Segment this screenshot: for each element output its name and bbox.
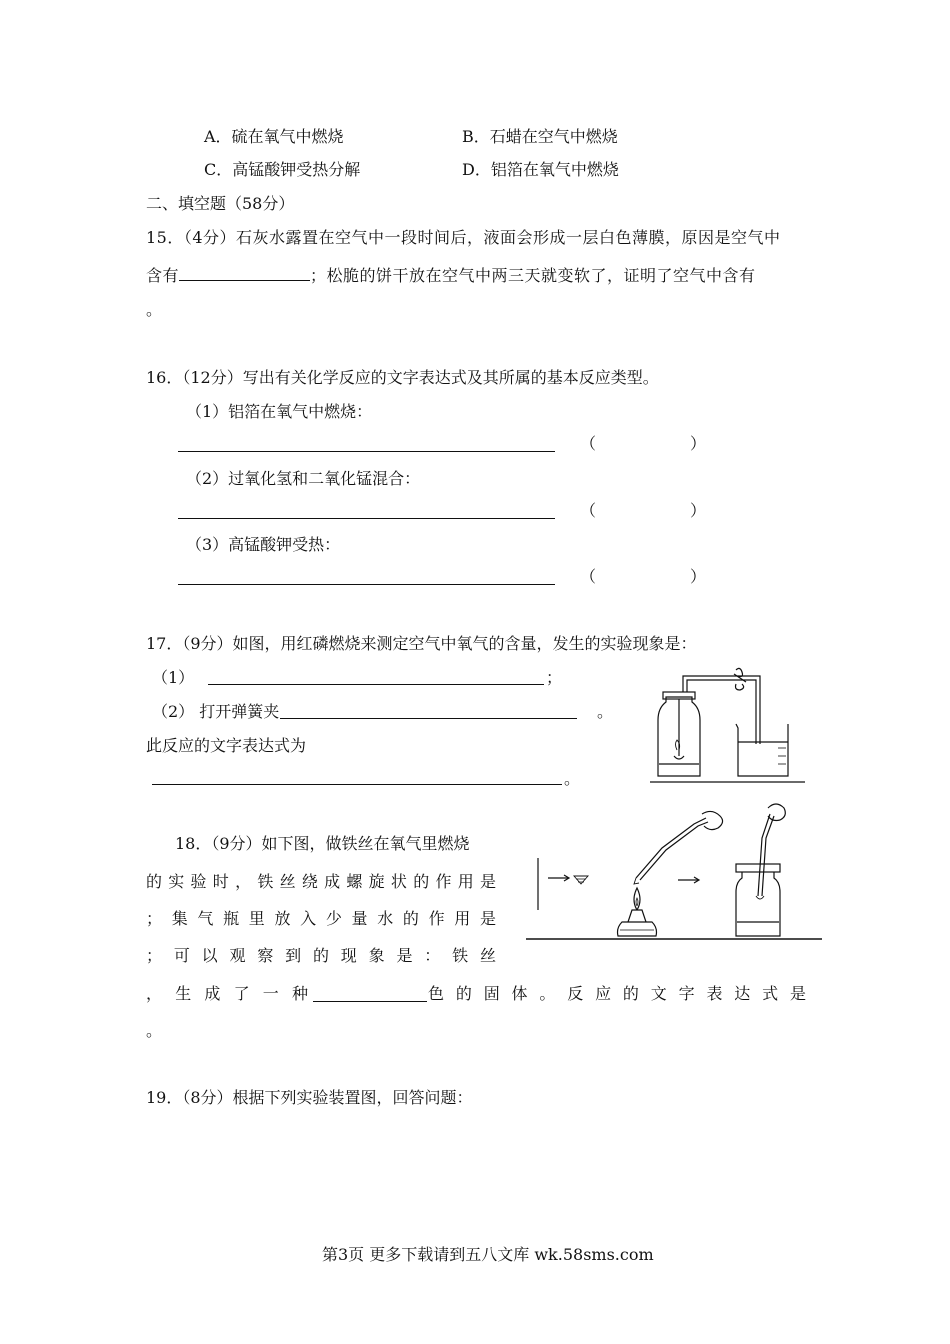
- q18-char: 的: [455, 984, 472, 1003]
- q18-char: 实: [168, 872, 185, 891]
- q18-char: 可: [173, 946, 190, 965]
- option-c: C．高锰酸钾受热分解: [204, 160, 361, 179]
- q18-char: 达: [734, 984, 751, 1003]
- section-title: 二、填空题（58分）: [146, 194, 295, 213]
- q18-char: 水: [377, 909, 394, 928]
- q18-char: 瓶: [223, 909, 240, 928]
- option-d: D．铝箔在氧气中燃烧: [462, 160, 619, 179]
- q18-char: 以: [201, 946, 218, 965]
- q18-char: 是: [479, 872, 496, 891]
- iron-wire-combustion-figure: [526, 798, 824, 944]
- q18-char: 是: [789, 984, 806, 1003]
- q15-line2: [146, 266, 756, 284]
- q18-line5-post: [428, 986, 806, 1002]
- q17-item2-end: 。: [597, 702, 614, 721]
- q18-char: 旋: [368, 872, 385, 891]
- q18-char: 是: [396, 946, 413, 965]
- q18-char: 量: [351, 909, 368, 928]
- q18-char: 象: [368, 946, 385, 965]
- q18-char: 里: [248, 909, 265, 928]
- q18-char: 状: [390, 872, 407, 891]
- q18-char: 少: [325, 909, 342, 928]
- q16-item2-label: （2）过氧化氢和二氧化锰混合：: [186, 469, 421, 488]
- q18-char: 体: [511, 984, 528, 1003]
- q17-title: 17．（9分）如图，用红磷燃烧来测定空气中氧气的含量，发生的实验现象是：: [146, 634, 697, 653]
- q17-item1-blank[interactable]: [208, 684, 544, 685]
- q17-item2-label: （2） 打开弹簧夹: [152, 702, 280, 721]
- q18-char: 是: [479, 909, 496, 928]
- q18-char: 字: [678, 984, 695, 1003]
- q18-char: 生: [175, 984, 192, 1003]
- q19-title: 19．（8分）根据下列实验装置图，回答问题：: [146, 1088, 473, 1107]
- page-footer: 第3页 更多下载请到五八文库 wk.58sms.com: [322, 1245, 654, 1264]
- q15-line3: 。: [146, 300, 163, 319]
- q18-char: 绕: [301, 872, 318, 891]
- q18-char: 螺: [346, 872, 363, 891]
- q18-char: 。: [539, 984, 556, 1003]
- q18-char: 现: [340, 946, 357, 965]
- q17-expr-blank[interactable]: [152, 784, 562, 785]
- q18-char: 的: [413, 872, 430, 891]
- q18-char: 用: [457, 872, 474, 891]
- q18-line4: [146, 948, 496, 964]
- q15-blank-1[interactable]: [179, 266, 310, 281]
- q18-char: ，: [235, 872, 252, 891]
- q18-line6: 。: [146, 1021, 163, 1040]
- q16-item2-open: （: [580, 501, 597, 520]
- q18-line3: [146, 911, 496, 927]
- q18-char: 种: [291, 984, 308, 1003]
- q18-char: 放: [274, 909, 291, 928]
- q18-char: 的: [402, 909, 419, 928]
- q18-char: 丝: [479, 946, 496, 965]
- q18-char: 的: [622, 984, 639, 1003]
- q17-expr-label: 此反应的文字表达式为: [146, 736, 307, 755]
- q18-char: 到: [285, 946, 302, 965]
- q17-item1-label: （1）: [152, 668, 195, 687]
- q16-item1-close: ）: [690, 434, 707, 453]
- q18-char: 的: [312, 946, 329, 965]
- q16-item3-blank[interactable]: [178, 584, 555, 585]
- q18-char: 的: [146, 872, 163, 891]
- q18-char: 固: [483, 984, 500, 1003]
- option-b: B．石蜡在空气中燃烧: [462, 127, 618, 146]
- q17-item1-end: ；: [546, 668, 563, 687]
- q18-char: 式: [762, 984, 779, 1003]
- q18-char: 丝: [279, 872, 296, 891]
- q18-char: ；: [146, 946, 163, 965]
- q18-char: 察: [257, 946, 274, 965]
- q18-char: 铁: [257, 872, 274, 891]
- q18-color-blank[interactable]: [313, 1001, 427, 1002]
- q18-char: ：: [424, 946, 441, 965]
- q18-char: 用: [454, 909, 471, 928]
- q18-char: 色: [428, 984, 445, 1003]
- q16-item3-label: （3）高锰酸钾受热：: [186, 535, 341, 554]
- q15-line2-pre: 含有: [146, 266, 180, 285]
- q18-char: 集: [171, 909, 188, 928]
- q18-char: ，: [146, 984, 163, 1003]
- q15-line1: 15．（4分）石灰水露置在空气中一段时间后，液面会形成一层白色薄膜，原因是空气中: [146, 228, 781, 247]
- q18-char: 表: [706, 984, 723, 1003]
- q16-item2-close: ）: [690, 501, 707, 520]
- q18-char: 了: [233, 984, 250, 1003]
- q18-line5-pre: [146, 986, 308, 1002]
- q16-item3-open: （: [580, 567, 597, 586]
- q18-char: ；: [146, 909, 163, 928]
- q18-char: 观: [229, 946, 246, 965]
- q18-char: 气: [197, 909, 214, 928]
- q16-item2-blank[interactable]: [178, 518, 555, 519]
- q18-char: 入: [300, 909, 317, 928]
- q16-item3-close: ）: [690, 567, 707, 586]
- q16-item1-label: （1）铝箔在氧气中燃烧：: [186, 402, 373, 421]
- q18-char: 一: [262, 984, 279, 1003]
- q18-char: 成: [324, 872, 341, 891]
- q18-char: 文: [650, 984, 667, 1003]
- q18-char: 时: [212, 872, 229, 891]
- q18-char: 铁: [452, 946, 469, 965]
- q18-char: 成: [204, 984, 221, 1003]
- q18-char: 作: [428, 909, 445, 928]
- red-phosphorus-apparatus-figure: [650, 664, 810, 784]
- q18-char: 应: [595, 984, 612, 1003]
- q15-line2-post: ；松脆的饼干放在空气中两三天就变软了，证明了空气中含有: [310, 266, 756, 285]
- q17-item2-blank[interactable]: [280, 718, 577, 719]
- q18-char: 反: [567, 984, 584, 1003]
- q16-item1-blank[interactable]: [178, 451, 555, 452]
- q16-title: 16．（12分）写出有关化学反应的文字表达式及其所属的基本反应类型。: [146, 368, 659, 387]
- q18-char: 验: [190, 872, 207, 891]
- q18-line2: [146, 874, 496, 890]
- q18-line1: 18．（9分）如下图，做铁丝在氧气里燃烧: [175, 834, 470, 853]
- q16-item1-open: （: [580, 434, 597, 453]
- option-a: A．硫在氧气中燃烧: [204, 127, 344, 146]
- q17-expr-end: 。: [564, 769, 581, 788]
- q18-char: 作: [435, 872, 452, 891]
